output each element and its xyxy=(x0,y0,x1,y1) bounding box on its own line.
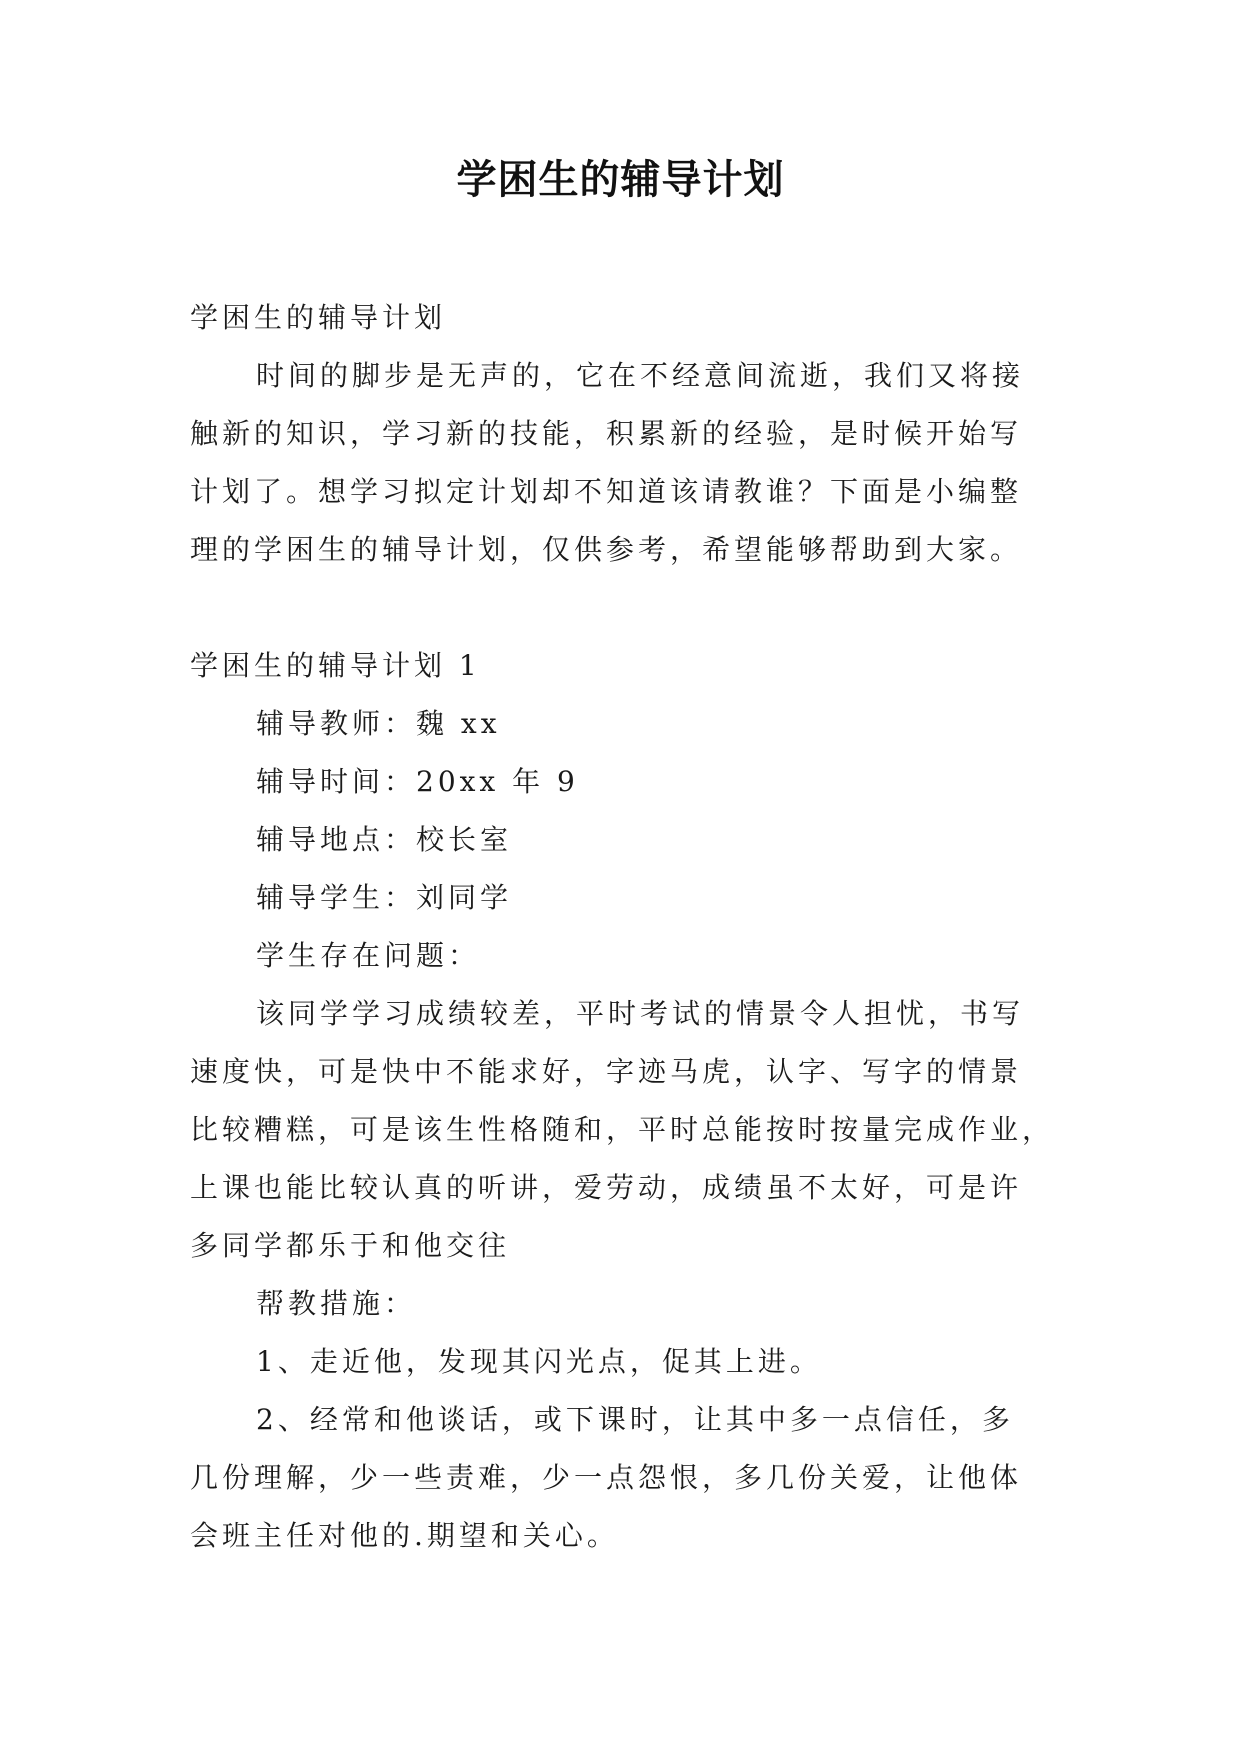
time-line: 辅导时间：20xx 年 9 xyxy=(256,765,579,798)
intro-paragraph-line: 理的学困生的辅导计划，仅供参考，希望能够帮助到大家。 xyxy=(190,533,1023,566)
paragraph-spacer xyxy=(190,579,1070,637)
measures-label: 帮教措施： xyxy=(256,1287,417,1320)
intro-paragraph-line: 触新的知识，学习新的技能，积累新的经验，是时候开始写 xyxy=(190,417,1023,450)
measure-item-2-line: 2、经常和他谈话，或下课时，让其中多一点信任，多 xyxy=(256,1403,1014,1436)
intro-paragraph-line: 时间的脚步是无声的，它在不经意间流逝，我们又将接 xyxy=(256,359,1025,392)
measure-item-2-line: 几份理解，少一些责难，少一点怨恨，多几份关爱，让他体 xyxy=(190,1461,1023,1494)
measure-item-1: 1、走近他，发现其闪光点，促其上进。 xyxy=(256,1345,822,1378)
problems-paragraph-line: 多同学都乐于和他交往 xyxy=(190,1229,511,1262)
problems-paragraph-line: 比较糟糕，可是该生性格随和，平时总能按时按量完成作业， xyxy=(190,1113,1055,1146)
place-line: 辅导地点：校长室 xyxy=(256,823,513,856)
problems-paragraph-line: 速度快，可是快中不能求好，字迹马虎，认字、写字的情景 xyxy=(190,1055,1023,1088)
intro-heading: 学困生的辅导计划 xyxy=(190,301,447,334)
student-line: 辅导学生：刘同学 xyxy=(256,881,513,914)
teacher-line: 辅导教师：魏 xx xyxy=(256,707,501,740)
measure-item-2-line: 会班主任对他的.期望和关心。 xyxy=(190,1519,619,1552)
document-body xyxy=(190,289,1070,1565)
document-title: 学困生的辅导计划 xyxy=(456,157,785,203)
section1-heading: 学困生的辅导计划 1 xyxy=(190,649,481,682)
problems-paragraph-line: 上课也能比较认真的听讲，爱劳动，成绩虽不太好，可是许 xyxy=(190,1171,1023,1204)
problems-paragraph-line: 该同学学习成绩较差，平时考试的情景令人担忧，书写 xyxy=(256,997,1025,1030)
intro-paragraph-line: 计划了。想学习拟定计划却不知道该请教谁？下面是小编整 xyxy=(190,475,1023,508)
problems-label: 学生存在问题： xyxy=(256,939,481,972)
